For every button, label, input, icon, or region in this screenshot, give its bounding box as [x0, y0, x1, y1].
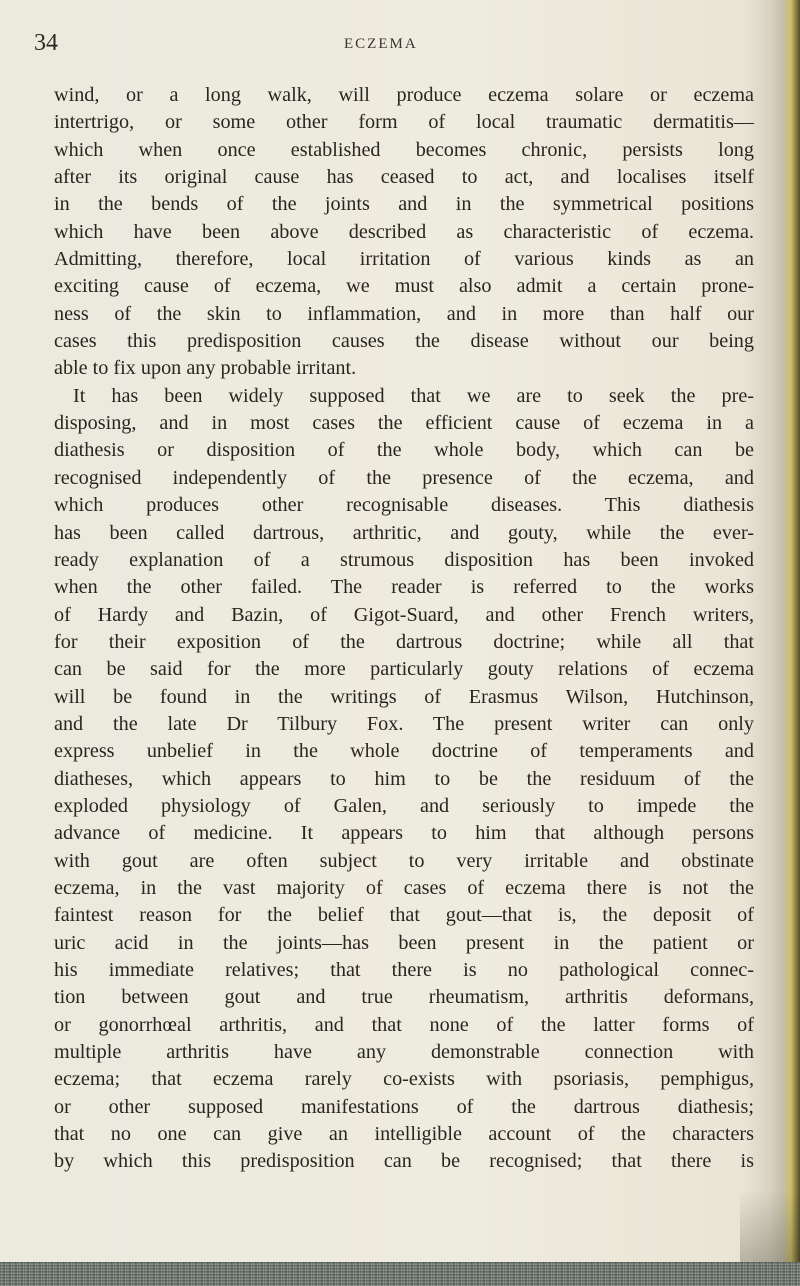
text-line: eczema; that eczema rarely co-exists with psoriasis, pemphigus, — [54, 1068, 754, 1091]
text-line: cases this predisposition causes the disease without our being — [54, 330, 754, 353]
paragraph-start-line: It has been widely supposed that we are to seek the pre- — [73, 384, 754, 407]
text-line: exploded physiology of Galen, and seriously to impede the — [54, 794, 754, 817]
text-line: has been called dartrous, arthritic, and gouty, while the ever- — [54, 521, 754, 544]
text-line: express unbelief in the whole doctrine of temperaments and — [54, 740, 754, 763]
text-line: that no one can give an intelligible account of the characters — [54, 1123, 754, 1146]
text-line: tion between gout and true rheumatism, arthritis deformans, — [54, 986, 754, 1009]
text-line: which produces other recognisable diseases. This diathesis — [54, 494, 754, 517]
running-head: ECZEMA — [344, 36, 418, 52]
text-line: faintest reason for the belief that gout—that is, the deposit of — [54, 904, 754, 927]
page-number: 34 — [34, 30, 58, 56]
text-line: eczema, in the vast majority of cases of eczema there is not the — [54, 876, 754, 899]
text-line: recognised independently of the presence of the eczema, and — [54, 466, 754, 489]
text-line: or other supposed manifestations of the dartrous diathesis; — [54, 1095, 754, 1118]
text-line: can be said for the more particularly gouty relations of eczema — [54, 658, 754, 681]
text-line: exciting cause of eczema, we must also admit a certain prone- — [54, 275, 754, 298]
book-binding-edge — [770, 0, 800, 1286]
text-line: ready explanation of a strumous disposition has been invoked — [54, 548, 754, 571]
text-line: in the bends of the joints and in the symmetrical positions — [54, 193, 754, 216]
text-line: after its original cause has ceased to act, and localises itself — [54, 166, 754, 189]
text-line: when the other failed. The reader is referred to the works — [54, 576, 754, 599]
text-line: disposing, and in most cases the efficient cause of eczema in a — [54, 412, 754, 435]
text-line: diathesis or disposition of the whole body, which can be — [54, 439, 754, 462]
text-line: intertrigo, or some other form of local traumatic dermatitis— — [54, 111, 754, 134]
scan-bottom-edge — [0, 1262, 800, 1286]
text-line: or gonorrhœal arthritis, and that none of the latter forms of — [54, 1013, 754, 1036]
text-line: wind, or a long walk, will produce eczema solare or eczema — [54, 84, 754, 106]
text-line: and the late Dr Tilbury Fox. The present writer can only — [54, 712, 754, 735]
body-text — [54, 82, 754, 1176]
text-line: Admitting, therefore, local irritation of various kinds as an — [54, 248, 754, 271]
text-line: advance of medicine. It appears to him that although persons — [54, 822, 754, 845]
text-line: by which this predisposition can be recognised; that there is — [54, 1150, 754, 1173]
text-line: will be found in the writings of Erasmus Wilson, Hutchinson, — [54, 685, 754, 708]
text-line: multiple arthritis have any demonstrable connection with — [54, 1041, 754, 1064]
text-line: his immediate relatives; that there is no pathological connec- — [54, 959, 754, 981]
text-line: for their exposition of the dartrous doctrine; while all that — [54, 630, 754, 653]
text-line: able to fix upon any probable irritant. — [54, 357, 357, 380]
text-line: of Hardy and Bazin, of Gigot-Suard, and other French writers, — [54, 603, 754, 626]
page-header — [0, 30, 800, 60]
text-line: uric acid in the joints—has been present in the patient or — [54, 931, 754, 954]
text-line: with gout are often subject to very irritable and obstinate — [54, 849, 754, 872]
text-line: which when once established becomes chronic, persists long — [54, 138, 754, 161]
text-line: which have been above described as characteristic of eczema. — [54, 220, 754, 243]
text-line: ness of the skin to inflammation, and in more than half our — [54, 302, 754, 325]
text-line: diatheses, which appears to him to be the residuum of the — [54, 767, 754, 790]
